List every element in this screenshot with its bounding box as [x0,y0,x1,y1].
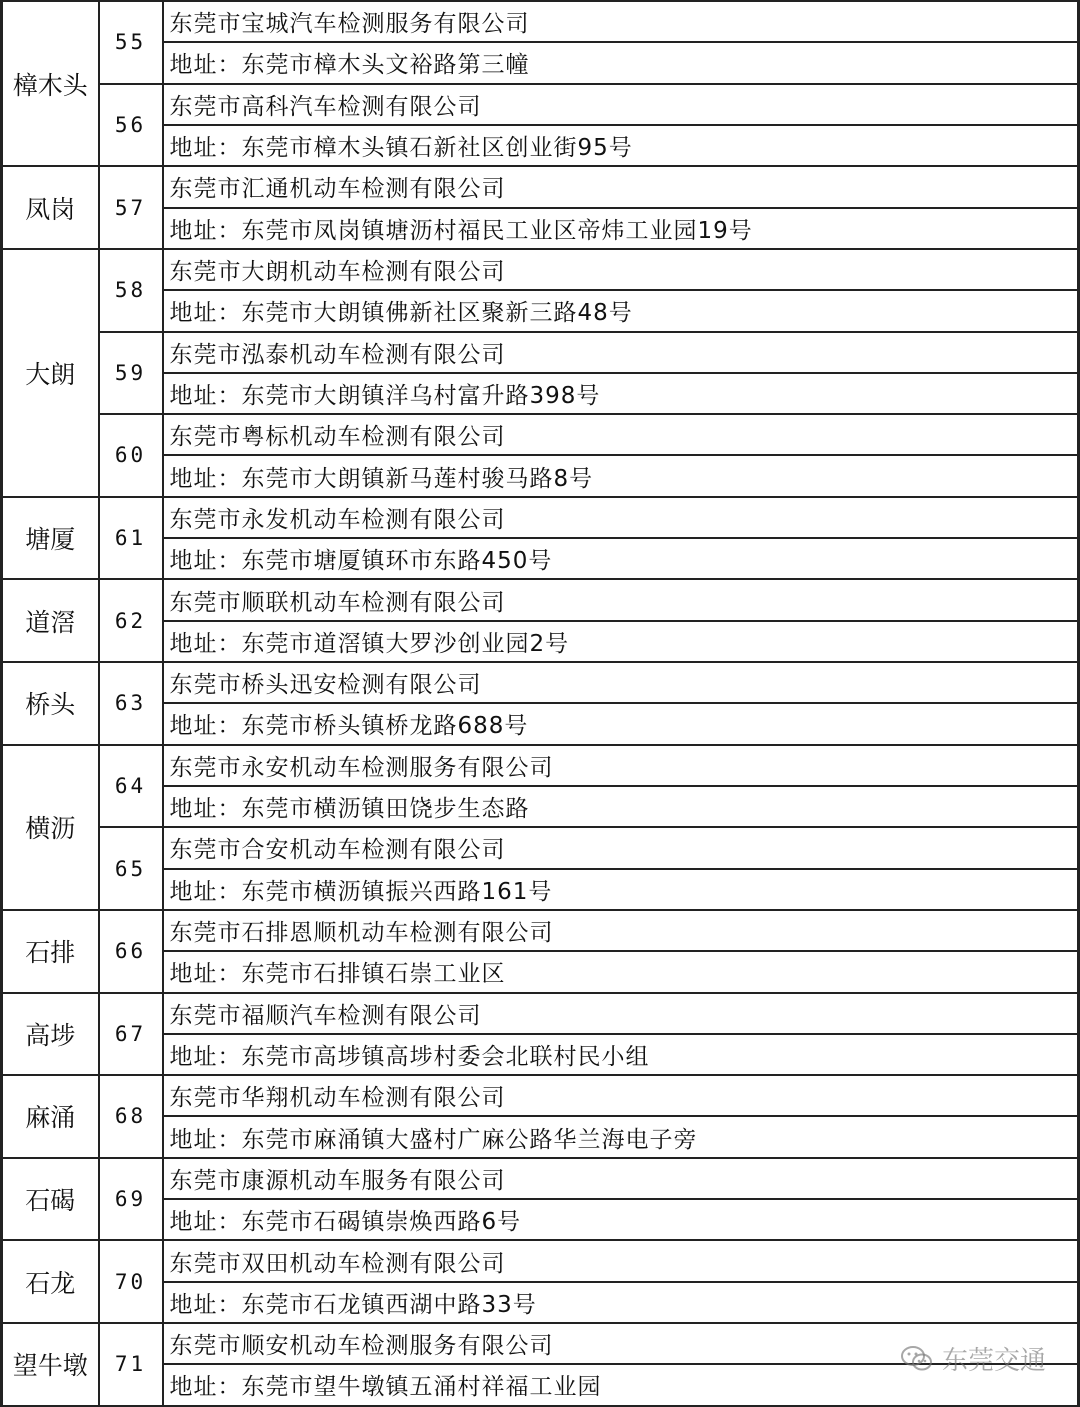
town-cell: 石排 [2,910,99,993]
table-row [2,538,1079,579]
station-number: 63 [99,662,163,745]
table-row [2,786,1079,827]
company-name: 东莞市大朗机动车检测有限公司 [163,249,1079,290]
station-number: 58 [99,249,163,332]
table-row [2,332,1079,373]
table-row [2,621,1079,662]
company-address: 地址：东莞市石龙镇西湖中路33号 [163,1282,1079,1323]
company-name: 东莞市双田机动车检测有限公司 [163,1240,1079,1281]
table-row [2,1323,1079,1364]
table-row [2,125,1079,166]
table-row [2,1075,1079,1116]
company-address: 地址：东莞市桥头镇桥龙路688号 [163,703,1079,744]
company-name: 东莞市顺安机动车检测服务有限公司 [163,1323,1079,1364]
table-row [2,414,1079,455]
town-cell: 石碣 [2,1158,99,1241]
station-number: 66 [99,910,163,993]
station-number: 55 [99,1,163,84]
company-name: 东莞市粤标机动车检测有限公司 [163,414,1079,455]
town-cell: 麻涌 [2,1075,99,1158]
station-number: 65 [99,827,163,910]
table-row [2,1282,1079,1323]
company-address: 地址：东莞市樟木头镇石新社区创业街95号 [163,125,1079,166]
company-address: 地址：东莞市麻涌镇大盛村广麻公路华兰海电子旁 [163,1116,1079,1157]
table-row [2,497,1079,538]
table-row [2,910,1079,951]
company-name: 东莞市宝城汽车检测服务有限公司 [163,1,1079,42]
table-row [2,208,1079,249]
station-number: 64 [99,745,163,828]
company-address: 地址：东莞市塘厦镇环市东路450号 [163,538,1079,579]
table-row [2,827,1079,868]
station-number: 69 [99,1158,163,1241]
company-address: 地址：东莞市高埗镇高埗村委会北联村民小组 [163,1034,1079,1075]
town-cell: 大朗 [2,249,99,497]
company-address: 地址：东莞市石排镇石崇工业区 [163,951,1079,992]
station-number: 59 [99,332,163,415]
table-row [2,993,1079,1034]
company-address: 地址：东莞市大朗镇洋乌村富升路398号 [163,373,1079,414]
town-cell: 凤岗 [2,166,99,249]
company-name: 东莞市永发机动车检测有限公司 [163,497,1079,538]
town-cell: 道滘 [2,579,99,662]
company-name: 东莞市高科汽车检测有限公司 [163,84,1079,125]
company-address: 地址：东莞市大朗镇新马莲村骏马路8号 [163,455,1079,496]
table-row [2,166,1079,207]
table-row [2,249,1079,290]
station-number: 60 [99,414,163,497]
table-row [2,290,1079,331]
table-row [2,1034,1079,1075]
table-row [2,745,1079,786]
table-row [2,42,1079,83]
company-address: 地址：东莞市凤岗镇塘沥村福民工业区帝炜工业园19号 [163,208,1079,249]
table-row [2,951,1079,992]
company-name: 东莞市石排恩顺机动车检测有限公司 [163,910,1079,951]
table-row [2,1158,1079,1199]
company-name: 东莞市汇通机动车检测有限公司 [163,166,1079,207]
table-row [2,84,1079,125]
company-name: 东莞市合安机动车检测有限公司 [163,827,1079,868]
table-row [2,455,1079,496]
station-number: 70 [99,1240,163,1323]
station-number: 57 [99,166,163,249]
table-row [2,869,1079,910]
company-name: 东莞市顺联机动车检测有限公司 [163,579,1079,620]
town-cell: 望牛墩 [2,1323,99,1406]
company-address: 地址：东莞市横沥镇振兴西路161号 [163,869,1079,910]
station-number: 62 [99,579,163,662]
company-address: 地址：东莞市樟木头文裕路第三幢 [163,42,1079,83]
table-row [2,1199,1079,1240]
company-name: 东莞市泓泰机动车检测有限公司 [163,332,1079,373]
table-row [2,373,1079,414]
company-name: 东莞市桥头迅安检测有限公司 [163,662,1079,703]
company-address: 地址：东莞市望牛墩镇五涌村祥福工业园 [163,1364,1079,1405]
table-row [2,1,1079,42]
company-address: 地址：东莞市道滘镇大罗沙创业园2号 [163,621,1079,662]
station-number: 56 [99,84,163,167]
table-row [2,662,1079,703]
company-name: 东莞市福顺汽车检测有限公司 [163,993,1079,1034]
table-row [2,1116,1079,1157]
town-cell: 塘厦 [2,497,99,580]
table-row [2,1240,1079,1281]
table-row [2,703,1079,744]
town-cell: 横沥 [2,745,99,910]
company-address: 地址：东莞市石碣镇崇焕西路6号 [163,1199,1079,1240]
company-address: 地址：东莞市横沥镇田饶步生态路 [163,786,1079,827]
company-address: 地址：东莞市大朗镇佛新社区聚新三路48号 [163,290,1079,331]
table-row [2,1364,1079,1405]
company-name: 东莞市华翔机动车检测有限公司 [163,1075,1079,1116]
town-cell: 桥头 [2,662,99,745]
town-cell: 石龙 [2,1240,99,1323]
station-number: 71 [99,1323,163,1406]
table-body [2,1,1079,1406]
town-cell: 樟木头 [2,1,99,166]
company-name: 东莞市康源机动车服务有限公司 [163,1158,1079,1199]
station-number: 61 [99,497,163,580]
watermark-text: 东莞交通 [941,1346,1046,1376]
company-name: 东莞市永安机动车检测服务有限公司 [163,745,1079,786]
table-row [2,579,1079,620]
station-number: 68 [99,1075,163,1158]
station-number: 67 [99,993,163,1076]
town-cell: 高埗 [2,993,99,1076]
